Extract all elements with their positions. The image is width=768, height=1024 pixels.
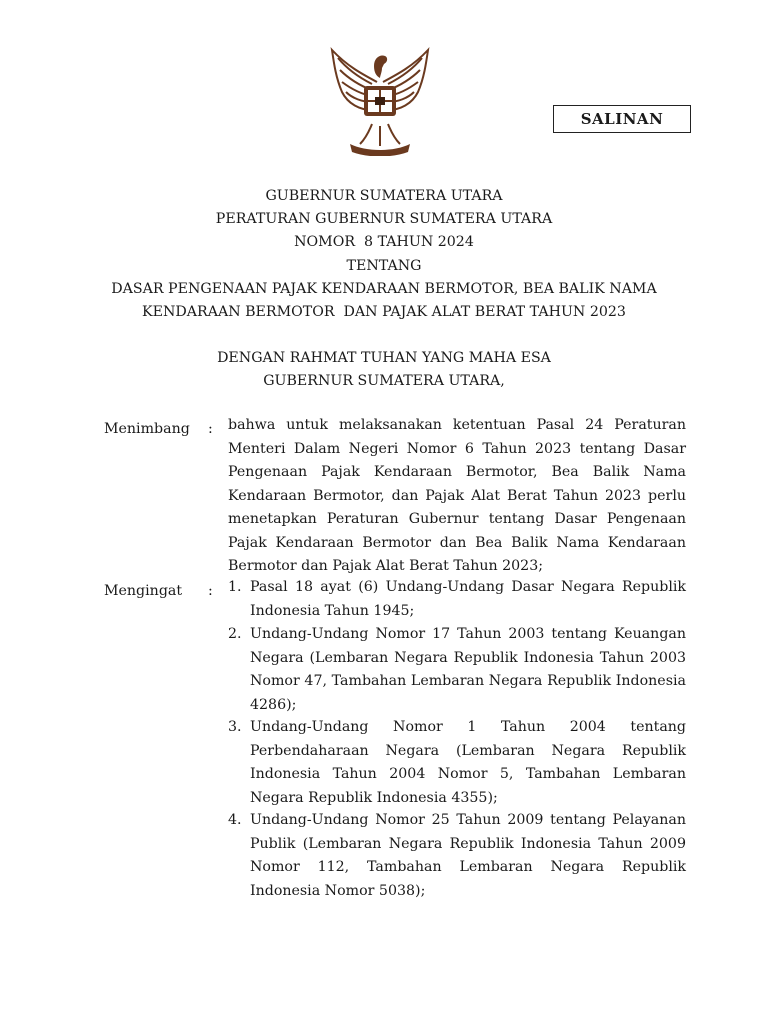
preamble-governor: GUBERNUR SUMATERA UTARA, <box>263 373 505 389</box>
item-number: 3. <box>228 719 242 735</box>
salinan-stamp: SALINAN <box>553 105 691 133</box>
menimbang-colon: : <box>208 421 213 437</box>
mengingat-label: Mengingat <box>104 583 183 599</box>
item-number: 1. <box>228 579 242 595</box>
mengingat-item-4 <box>228 809 686 903</box>
item-text: Pasal 18 ayat (6) Undang-Undang Dasar Negara Republik Indonesia Tahun 1945; <box>250 579 686 619</box>
item-number: 4. <box>228 812 242 828</box>
title-number: NOMOR 8 TAHUN 2024 <box>294 234 474 250</box>
item-text: Undang-Undang Nomor 17 Tahun 2003 tentang Keuangan Negara (Lembaran Negara Republik Indonesia Tahun 2003 Nomor 47, Tambahan Lembaran Negara Republik Indonesia 4286); <box>250 626 686 713</box>
mengingat-item-3 <box>228 716 686 810</box>
mengingat-item-1 <box>228 576 686 623</box>
title-subject-line1: DASAR PENGENAAN PAJAK KENDARAAN BERMOTOR, BEA BALIK NAMA <box>111 281 657 297</box>
menimbang-label: Menimbang <box>104 421 190 437</box>
item-number: 2. <box>228 626 242 642</box>
mengingat-item-2 <box>228 623 686 717</box>
menimbang-text: bahwa untuk melaksanakan ketentuan Pasal 24 Peraturan Menteri Dalam Negeri Nomor 6 Tahun 2023 tentang Dasar Pengenaan Pajak Kendaraan Bermotor, Bea Balik Nama Kendaraan Bermotor, dan Pajak Alat Berat Tahun 2023 perlu menetapkan Peraturan Gubernur tentang Dasar Pengenaan Pajak Kendaraan Bermotor dan Bea Balik Nama Kendaraan Bermotor dan Pajak Alat Berat Tahun 2023; <box>228 417 686 574</box>
title-tentang: TENTANG <box>346 258 422 274</box>
preamble-blessing: DENGAN RAHMAT TUHAN YANG MAHA ESA <box>217 350 551 366</box>
garuda-emblem-icon <box>322 44 438 156</box>
item-text: Undang-Undang Nomor 25 Tahun 2009 tentang Pelayanan Publik (Lembaran Negara Republik Indonesia Tahun 2009 Nomor 112, Tambahan Lembaran Negara Republik Indonesia Nomor 5038); <box>250 812 686 899</box>
title-regulation: PERATURAN GUBERNUR SUMATERA UTARA <box>215 211 553 227</box>
mengingat-colon: : <box>208 583 213 599</box>
title-governor: GUBERNUR SUMATERA UTARA <box>265 188 503 204</box>
title-subject-line2: KENDARAAN BERMOTOR DAN PAJAK ALAT BERAT TAHUN 2023 <box>142 304 626 320</box>
item-text: Undang-Undang Nomor 1 Tahun 2004 tentang Perbendaharaan Negara (Lembaran Negara Republik Indonesia Tahun 2004 Nomor 5, Tambahan Lembaran Negara Republik Indonesia 4355); <box>250 719 686 806</box>
